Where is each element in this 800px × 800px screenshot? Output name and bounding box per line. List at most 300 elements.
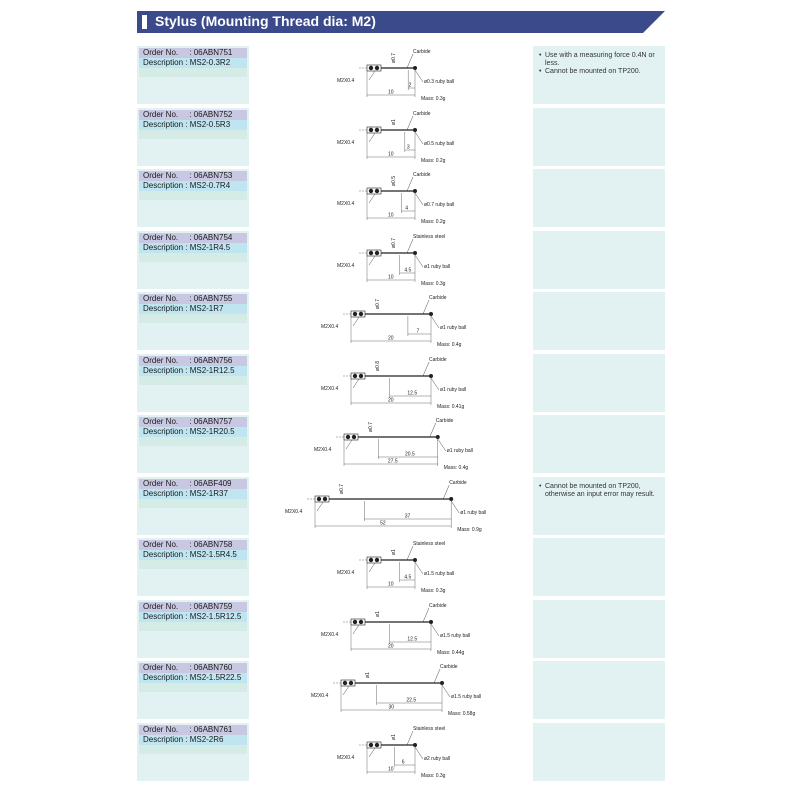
order-label: Order No. (143, 355, 179, 365)
notes-cell (531, 723, 667, 781)
length-label: 12.5 (407, 636, 418, 642)
order-info (139, 110, 247, 139)
thread-knurl (346, 435, 350, 439)
ball-leader (415, 255, 423, 267)
thread-knurl (349, 681, 353, 685)
mass-label: Mass: 0.3g (421, 96, 446, 102)
thread-knurl (369, 558, 373, 562)
stylus-diagram (249, 292, 531, 350)
length-label: 37 (404, 513, 411, 519)
order-value: 06ABN761 (193, 724, 233, 734)
note-item: • Use with a measuring force 0.4N or less. (539, 52, 663, 68)
total-length-label: 27.5 (387, 458, 398, 465)
total-length-label: 10 (388, 89, 394, 96)
order-value: 06ABN754 (193, 232, 233, 242)
stylus-drawing (249, 46, 531, 104)
table-row (137, 661, 665, 721)
description-spacer (139, 745, 247, 754)
note-item: • Cannot be mounted on TP200. (539, 68, 663, 76)
order-label: Order No. (143, 601, 179, 611)
order-number: Order No. : 06ABN754 (139, 233, 247, 243)
ruby-ball (413, 128, 417, 132)
notes-cell (531, 415, 667, 473)
description: Description : MS2-2R6 (139, 735, 247, 745)
stylus-diagram (249, 46, 531, 104)
diameter-label: ø1 (391, 118, 397, 125)
diameter-label: ø0.7 (339, 483, 345, 494)
thread-knurl (353, 312, 357, 316)
ball-label: ø0.5 ruby ball (424, 140, 455, 147)
order-info (139, 356, 247, 385)
thread-leader (369, 194, 375, 203)
length-label: 4.5 (404, 267, 412, 273)
notes-cell (531, 169, 667, 227)
thread-knurl (353, 373, 357, 377)
thread-leader (353, 379, 359, 388)
order-label: Order No. (143, 724, 179, 734)
length-label: 20.5 (405, 451, 415, 458)
ball-label: ø1 ruby ball (440, 325, 467, 331)
thread-label: M2X0.4 (321, 385, 339, 392)
thread-leader (369, 71, 375, 80)
table-row (137, 46, 665, 106)
order-number: Order No. : 06ABN751 (139, 48, 247, 58)
stylus-drawing (249, 415, 531, 473)
table-row (137, 415, 665, 475)
description-value: MS2-1R37 (189, 488, 228, 498)
ball-label: ø1.5 ruby ball (440, 632, 471, 639)
description-value: MS2-1R7 (189, 304, 224, 313)
thread-leader (353, 625, 359, 634)
order-label: Order No. (143, 417, 179, 426)
material-leader (407, 239, 413, 253)
thread-knurl (375, 127, 379, 131)
stylus-drawing (249, 169, 531, 227)
notes-cell (531, 108, 667, 166)
stylus-drawing (249, 108, 531, 166)
description-spacer (139, 376, 247, 385)
order-label: Order No. (143, 48, 179, 57)
stylus-diagram (249, 477, 531, 535)
diameter-label: ø1 (391, 549, 397, 555)
ball-leader (415, 132, 423, 144)
description: Description : MS2-0.7R4 (139, 181, 247, 191)
material-leader (423, 300, 429, 314)
thread-label: M2X0.4 (285, 508, 303, 515)
description-value: MS2-1.5R22.5 (189, 673, 242, 682)
order-value: 06ABN755 (193, 294, 233, 303)
thread-knurl (369, 250, 373, 254)
mass-label: Mass: 0.58g (448, 711, 476, 717)
total-length-label: 20 (388, 397, 394, 403)
diameter-label: ø1 (365, 672, 371, 678)
stylus-drawing (249, 354, 531, 412)
order-value: 06ABN757 (193, 417, 233, 426)
material-label: Carbide (440, 664, 458, 670)
description-label: Description (143, 119, 184, 129)
order-info (139, 48, 247, 77)
length-label: 4 (405, 205, 408, 212)
table-row (137, 231, 665, 291)
order-number: Order No. : 06ABN755 (139, 294, 247, 304)
thread-leader (369, 748, 375, 757)
thread-knurl (352, 435, 356, 439)
material-leader (407, 177, 413, 191)
order-value: 06ABN758 (193, 540, 233, 549)
length-label: 6 (401, 759, 405, 765)
thread-leader (369, 563, 375, 572)
section-title: Stylus (Mounting Thread dia: M2) (155, 13, 376, 29)
ball-leader (415, 193, 423, 205)
mass-label: Mass: 0.3g (421, 280, 446, 287)
material-label: Carbide (413, 172, 431, 178)
thread-knurl (359, 619, 363, 623)
description-label: Description (143, 181, 184, 190)
description: Description : MS2-1R20.5 (139, 427, 247, 437)
material-leader (423, 362, 429, 376)
material-label: Carbide (413, 110, 431, 117)
description-label: Description (143, 242, 184, 252)
ball-leader (438, 439, 446, 451)
notes-cell (531, 538, 667, 596)
stylus-diagram (249, 723, 531, 781)
description-spacer (139, 683, 247, 692)
order-label: Order No. (143, 294, 179, 303)
description-value: MS2-1.5R12.5 (189, 611, 242, 621)
notes-cell (531, 477, 667, 535)
stylus-diagram (249, 600, 531, 658)
length-label: 12.5 (407, 390, 418, 396)
ruby-ball (413, 743, 417, 747)
stylus-diagram (249, 661, 531, 719)
ball-label: ø0.7 ruby ball (424, 202, 455, 208)
mass-label: Mass: 0.2g (421, 219, 446, 225)
material-leader (443, 485, 449, 499)
order-number: Order No. : 06ABN756 (139, 356, 247, 366)
description-label: Description (143, 58, 184, 67)
diameter-label: ø0.7 (375, 298, 381, 309)
ball-leader (415, 562, 423, 574)
material-label: Carbide (449, 479, 467, 486)
description-spacer (139, 130, 247, 139)
ruby-ball (429, 620, 433, 624)
diameter-label: ø1 (391, 733, 397, 740)
order-info (139, 479, 247, 508)
ball-label: ø1 ruby ball (440, 386, 467, 393)
thread-knurl (369, 742, 373, 746)
thread-knurl (375, 66, 379, 70)
ball-label: ø1 ruby ball (424, 263, 451, 270)
ball-label: ø1 ruby ball (446, 448, 473, 454)
thread-label: M2X0.4 (337, 262, 355, 269)
description-spacer (139, 560, 247, 569)
total-length-label: 52 (380, 520, 386, 526)
thread-knurl (343, 681, 347, 685)
thread-label: M2X0.4 (321, 631, 339, 638)
total-length-label: 20 (388, 643, 394, 649)
material-leader (423, 608, 429, 622)
material-label: Stainless steel (413, 541, 446, 547)
order-info (139, 663, 247, 692)
mass-label: Mass: 0.44g (437, 649, 465, 656)
ball-leader (442, 685, 450, 697)
notes-cell (531, 661, 667, 719)
description: Description : MS2-1R7 (139, 304, 247, 314)
ball-label: ø2 ruby ball (424, 755, 451, 762)
stylus-table (137, 46, 665, 784)
order-label: Order No. (143, 540, 179, 549)
description-spacer (139, 437, 247, 446)
ruby-ball (413, 251, 417, 255)
thread-knurl (369, 66, 373, 70)
ball-leader (431, 624, 439, 636)
length-label: 3 (406, 144, 410, 150)
thread-label: M2X0.4 (337, 139, 355, 146)
order-value: 06ABN752 (193, 109, 233, 119)
material-label: Carbide (429, 356, 447, 363)
ball-label: ø1 ruby ball (460, 509, 487, 516)
notes-list (539, 52, 663, 76)
ball-label: ø1.5 ruby ball (424, 571, 455, 577)
stylus-diagram (249, 231, 531, 289)
stylus-drawing (249, 723, 531, 781)
diameter-label: ø1 (375, 610, 381, 617)
stylus-diagram (249, 354, 531, 412)
order-label: Order No. (143, 109, 179, 119)
material-label: Carbide (435, 418, 454, 424)
description-value: MS2-1.5R4.5 (189, 550, 237, 559)
description: Description : MS2-1.5R12.5 (139, 612, 247, 622)
order-number: Order No. : 06ABN761 (139, 725, 247, 735)
total-length-label: 10 (388, 766, 394, 772)
thread-leader (343, 686, 349, 695)
description: Description : MS2-1R37 (139, 489, 247, 499)
table-row (137, 108, 665, 168)
order-value: 06ABN751 (193, 48, 233, 57)
mass-label: Mass: 0.41g (437, 403, 465, 410)
description: Description : MS2-0.3R2 (139, 58, 247, 68)
header-accent-bar (142, 15, 147, 29)
thread-knurl (375, 250, 379, 254)
table-row (137, 477, 665, 537)
diameter-label: ø0.5 (391, 175, 397, 186)
material-leader (407, 116, 413, 130)
table-row (137, 292, 665, 352)
mass-label: Mass: 0.3g (421, 588, 446, 594)
description-label: Description (143, 365, 184, 375)
thread-label: M2X0.4 (337, 754, 355, 761)
ruby-ball (413, 66, 417, 70)
table-row (137, 600, 665, 660)
stylus-drawing (249, 538, 531, 596)
thread-knurl (375, 189, 379, 193)
ball-label: ø1.5 ruby ball (451, 694, 482, 700)
description-spacer (139, 622, 247, 631)
order-value: 06ABN756 (193, 355, 233, 365)
order-info (139, 417, 247, 446)
description-value: MS2-1R20.5 (189, 427, 235, 436)
material-leader (430, 423, 436, 437)
ball-leader (431, 316, 439, 328)
total-length-label: 30 (388, 704, 395, 711)
order-label: Order No. (143, 478, 179, 488)
stylus-drawing (249, 231, 531, 289)
diameter-label: ø0.7 (368, 421, 374, 432)
material-leader (407, 731, 413, 745)
description: Description : MS2-1.5R22.5 (139, 673, 247, 683)
table-row (137, 538, 665, 598)
description-spacer (139, 253, 247, 262)
ruby-ball (449, 497, 453, 501)
description: Description : MS2-0.5R3 (139, 120, 247, 130)
ball-label: ø0.3 ruby ball (424, 79, 455, 85)
order-info (139, 540, 247, 569)
description-spacer (139, 191, 247, 200)
order-label: Order No. (143, 663, 179, 672)
length-label: 22.5 (406, 697, 417, 704)
thread-leader (353, 317, 359, 326)
section-header (137, 11, 665, 33)
order-info (139, 294, 247, 323)
description-label: Description (143, 488, 184, 498)
description-value: MS2-0.5R3 (189, 119, 231, 129)
stylus-diagram (249, 108, 531, 166)
notes-cell (531, 231, 667, 289)
order-number: Order No. : 06ABF409 (139, 479, 247, 489)
material-label: Carbide (413, 49, 431, 55)
order-number: Order No. : 06ABN760 (139, 663, 247, 673)
notes-cell (531, 292, 667, 350)
description-label: Description (143, 734, 184, 744)
table-row (137, 354, 665, 414)
ball-leader (415, 747, 423, 759)
material-label: Carbide (429, 295, 447, 301)
description-spacer (139, 68, 247, 77)
thread-leader (346, 440, 352, 449)
mass-label: Mass: 0.3g (421, 772, 446, 779)
thread-leader (317, 502, 323, 511)
mass-label: Mass: 0.4g (443, 465, 469, 471)
thread-leader (369, 256, 375, 265)
material-label: Stainless steel (413, 725, 446, 732)
stylus-diagram (249, 538, 531, 596)
order-info (139, 233, 247, 262)
thread-knurl (375, 742, 379, 746)
material-leader (407, 54, 413, 68)
description-spacer (139, 314, 247, 323)
notes-cell (531, 46, 667, 104)
thread-knurl (323, 496, 327, 500)
thread-knurl (353, 619, 357, 623)
order-info (139, 171, 247, 200)
order-number: Order No. : 06ABN757 (139, 417, 247, 427)
thread-knurl (359, 373, 363, 377)
material-leader (407, 546, 413, 560)
ball-leader (431, 378, 439, 390)
ruby-ball (413, 189, 417, 193)
description-label: Description (143, 550, 184, 559)
total-length-label: 20 (388, 335, 394, 342)
total-length-label: 10 (388, 151, 394, 157)
ruby-ball (440, 681, 444, 685)
diameter-label: ø0.7 (391, 237, 397, 248)
notes-cell (531, 600, 667, 658)
order-value: 06ABN753 (193, 171, 233, 180)
table-row (137, 723, 665, 783)
order-value: 06ABN759 (193, 601, 233, 611)
length-label: 4.5 (404, 574, 412, 581)
order-label: Order No. (143, 171, 179, 180)
thread-leader (369, 133, 375, 142)
order-info (139, 725, 247, 754)
thread-label: M2X0.4 (321, 324, 339, 330)
material-label: Stainless steel (413, 233, 446, 240)
description: Description : MS2-1R4.5 (139, 243, 247, 253)
thread-label: M2X0.4 (314, 447, 332, 453)
description: Description : MS2-1.5R4.5 (139, 550, 247, 560)
thread-label: M2X0.4 (337, 78, 355, 84)
description: Description : MS2-1R12.5 (139, 366, 247, 376)
thread-knurl (317, 496, 321, 500)
stylus-diagram (249, 169, 531, 227)
thread-label: M2X0.4 (311, 693, 329, 699)
description-value: MS2-1R12.5 (189, 365, 235, 375)
description-value: MS2-0.7R4 (189, 181, 231, 190)
notes-list (539, 483, 663, 499)
ruby-ball (436, 435, 440, 439)
note-item: • Cannot be mounted on TP200, otherwise an input error may result. (539, 483, 663, 499)
order-info (139, 602, 247, 631)
order-value: 06ABF409 (193, 478, 232, 488)
diameter-label: ø0.8 (375, 360, 381, 371)
mass-label: Mass: 0.9g (457, 526, 482, 533)
stylus-drawing (249, 292, 531, 350)
description-label: Description (143, 673, 184, 682)
description-value: MS2-2R6 (189, 734, 224, 744)
notes-cell (531, 354, 667, 412)
thread-label: M2X0.4 (337, 201, 355, 207)
order-value: 06ABN760 (193, 663, 233, 672)
thread-knurl (375, 558, 379, 562)
order-label: Order No. (143, 232, 179, 242)
stylus-drawing (249, 600, 531, 658)
order-number: Order No. : 06ABN758 (139, 540, 247, 550)
description-label: Description (143, 304, 184, 313)
length-label: 7 (416, 328, 420, 335)
mass-label: Mass: 0.2g (421, 157, 446, 164)
mass-label: Mass: 0.4g (437, 342, 462, 348)
description-value: MS2-1R4.5 (189, 242, 231, 252)
order-number: Order No. : 06ABN759 (139, 602, 247, 612)
total-length-label: 10 (388, 212, 394, 219)
stylus-drawing (249, 477, 531, 535)
ruby-ball (413, 558, 417, 562)
description-value: MS2-0.3R2 (189, 58, 231, 67)
material-label: Carbide (429, 602, 447, 609)
table-row (137, 169, 665, 229)
thread-knurl (359, 312, 363, 316)
thread-label: M2X0.4 (337, 570, 355, 576)
stylus-diagram (249, 415, 531, 473)
ball-leader (415, 70, 423, 82)
description-label: Description (143, 611, 184, 621)
total-length-label: 10 (388, 581, 394, 588)
ruby-ball (429, 374, 433, 378)
description-spacer (139, 499, 247, 508)
order-number: Order No. : 06ABN752 (139, 110, 247, 120)
thread-knurl (369, 189, 373, 193)
stylus-drawing (249, 661, 531, 719)
